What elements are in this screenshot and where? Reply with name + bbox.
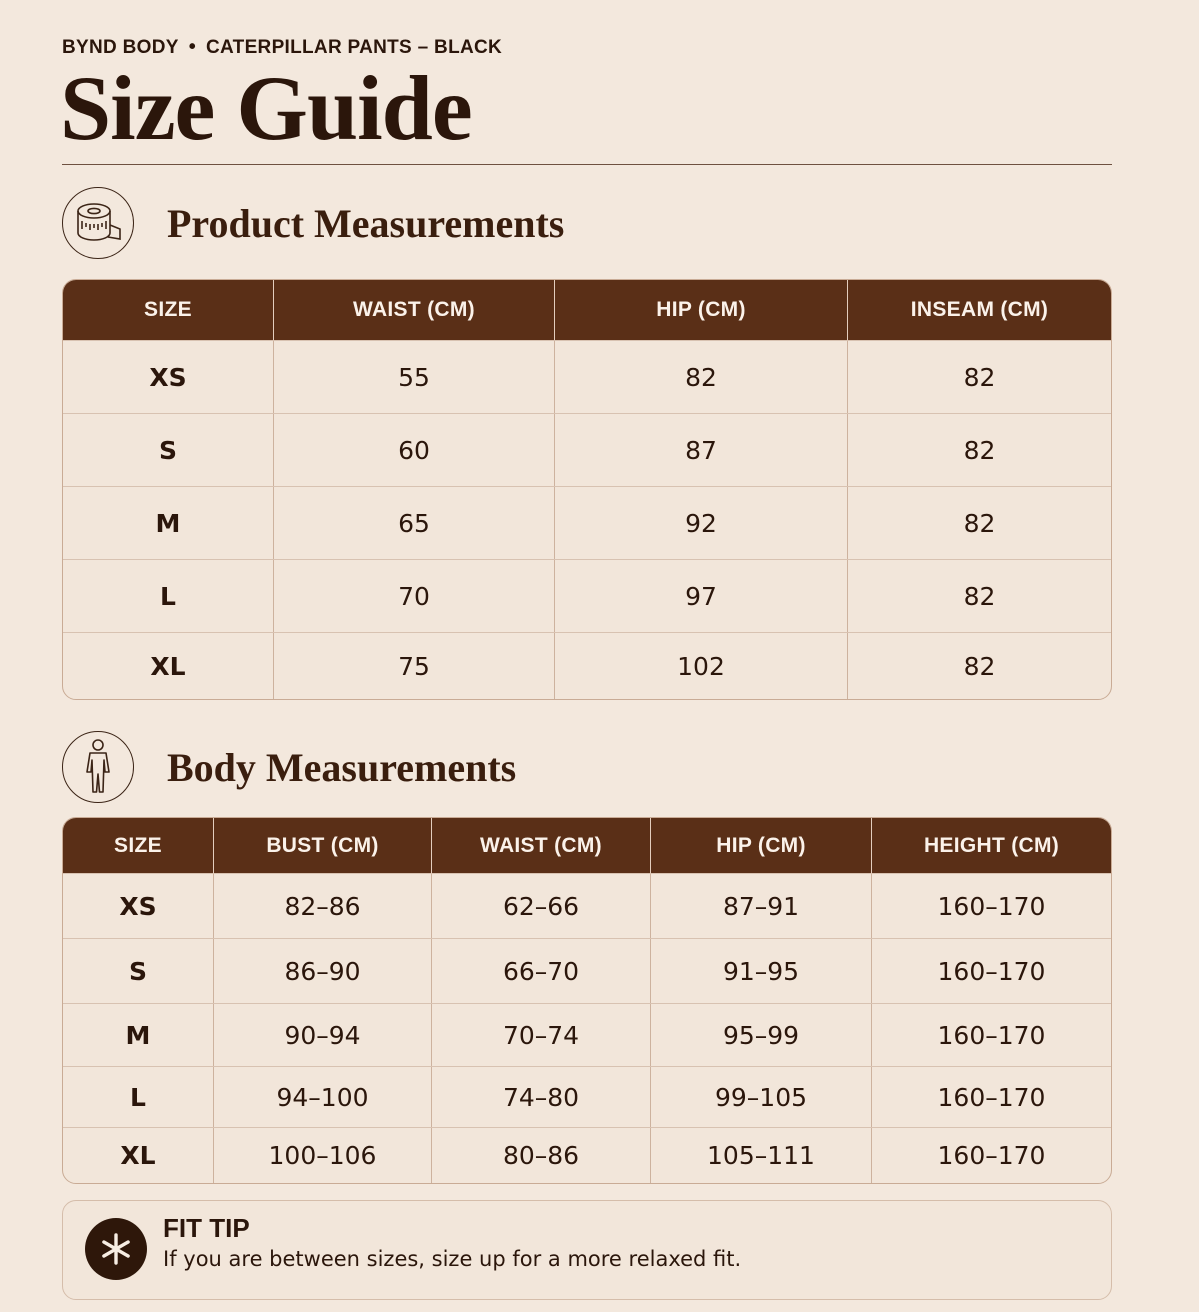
body-section-title: Body Measurements — [167, 744, 517, 790]
table-cell: 160–170 — [871, 939, 1111, 1003]
table-cell: 160–170 — [871, 1128, 1111, 1183]
body-section-header — [62, 731, 516, 803]
table-row — [63, 938, 1111, 1003]
size-cell: M — [155, 508, 181, 538]
table-cell: 70–74 — [431, 1004, 650, 1066]
fit-tip-text: If you are between sizes, size up for a more relaxed fit. — [163, 1247, 742, 1271]
table-cell: 100–106 — [213, 1128, 431, 1183]
measuring-tape-icon — [62, 187, 134, 259]
column-header: SIZE — [114, 833, 162, 857]
table-cell: 82 — [847, 633, 1111, 699]
table-cell: 62–66 — [431, 874, 650, 938]
size-cell: XL — [120, 1141, 156, 1170]
size-cell: S — [158, 435, 177, 465]
product-section-header — [62, 187, 564, 259]
page-title: Size Guide — [60, 57, 472, 159]
brand-name: BYND BODY — [62, 36, 179, 58]
table-cell: 160–170 — [871, 1004, 1111, 1066]
table-cell: 87 — [554, 414, 847, 486]
table-cell: 82–86 — [213, 874, 431, 938]
size-cell: XS — [119, 891, 157, 921]
table-cell: 86–90 — [213, 939, 431, 1003]
breadcrumb — [62, 36, 502, 59]
table-row — [63, 340, 1111, 413]
table-cell: 82 — [554, 341, 847, 413]
table-cell: 99–105 — [650, 1067, 871, 1127]
column-header: HIP (CM) — [650, 818, 871, 873]
separator-dot: • — [188, 36, 197, 58]
person-icon — [62, 731, 134, 803]
table-cell: 82 — [847, 341, 1111, 413]
asterisk-icon — [85, 1218, 147, 1280]
table-cell: 160–170 — [871, 874, 1111, 938]
table-cell: 82 — [847, 487, 1111, 559]
column-header: WAIST (CM) — [273, 280, 554, 340]
column-header: SIZE — [144, 298, 192, 321]
column-header: HIP (CM) — [554, 280, 847, 340]
table-cell: 92 — [554, 487, 847, 559]
table-cell: 75 — [273, 633, 554, 699]
table-cell: 91–95 — [650, 939, 871, 1003]
title-divider — [62, 164, 1112, 165]
size-cell: L — [130, 1082, 146, 1112]
size-cell: M — [125, 1020, 151, 1050]
table-cell: 105–111 — [650, 1128, 871, 1183]
table-cell: 74–80 — [431, 1067, 650, 1127]
table-cell: 87–91 — [650, 874, 871, 938]
table-cell: 66–70 — [431, 939, 650, 1003]
table-cell: 94–100 — [213, 1067, 431, 1127]
column-header: HEIGHT (CM) — [871, 818, 1111, 873]
size-cell: L — [160, 581, 176, 611]
table-cell: 80–86 — [431, 1128, 650, 1183]
fit-tip-title: FIT TIP — [163, 1213, 250, 1243]
body-measurements-table — [62, 817, 1112, 1184]
table-cell: 90–94 — [213, 1004, 431, 1066]
table-cell: 95–99 — [650, 1004, 871, 1066]
table-header-row — [63, 280, 1111, 340]
table-row — [63, 1127, 1111, 1183]
table-cell: 160–170 — [871, 1067, 1111, 1127]
product-name: CATERPILLAR PANTS – BLACK — [206, 36, 503, 58]
table-cell: 70 — [273, 560, 554, 632]
table-cell: 82 — [847, 560, 1111, 632]
table-row — [63, 413, 1111, 486]
fit-tip-card — [62, 1200, 1112, 1300]
column-header: INSEAM (CM) — [847, 280, 1111, 340]
table-cell: 82 — [847, 414, 1111, 486]
table-row — [63, 873, 1111, 938]
table-cell: 97 — [554, 560, 847, 632]
column-header: WAIST (CM) — [431, 818, 650, 873]
table-cell: 55 — [273, 341, 554, 413]
size-cell: XS — [149, 362, 187, 392]
product-measurements-table — [62, 279, 1112, 700]
column-header: BUST (CM) — [213, 818, 431, 873]
table-row — [63, 1003, 1111, 1066]
product-section-title: Product Measurements — [167, 200, 565, 246]
table-header-row — [63, 818, 1111, 873]
table-row — [63, 559, 1111, 632]
table-row — [63, 486, 1111, 559]
table-cell: 65 — [273, 487, 554, 559]
size-cell: XL — [150, 651, 186, 681]
size-cell: S — [128, 956, 147, 986]
table-cell: 102 — [554, 633, 847, 699]
table-cell: 60 — [273, 414, 554, 486]
table-row — [63, 632, 1111, 699]
table-row — [63, 1066, 1111, 1127]
